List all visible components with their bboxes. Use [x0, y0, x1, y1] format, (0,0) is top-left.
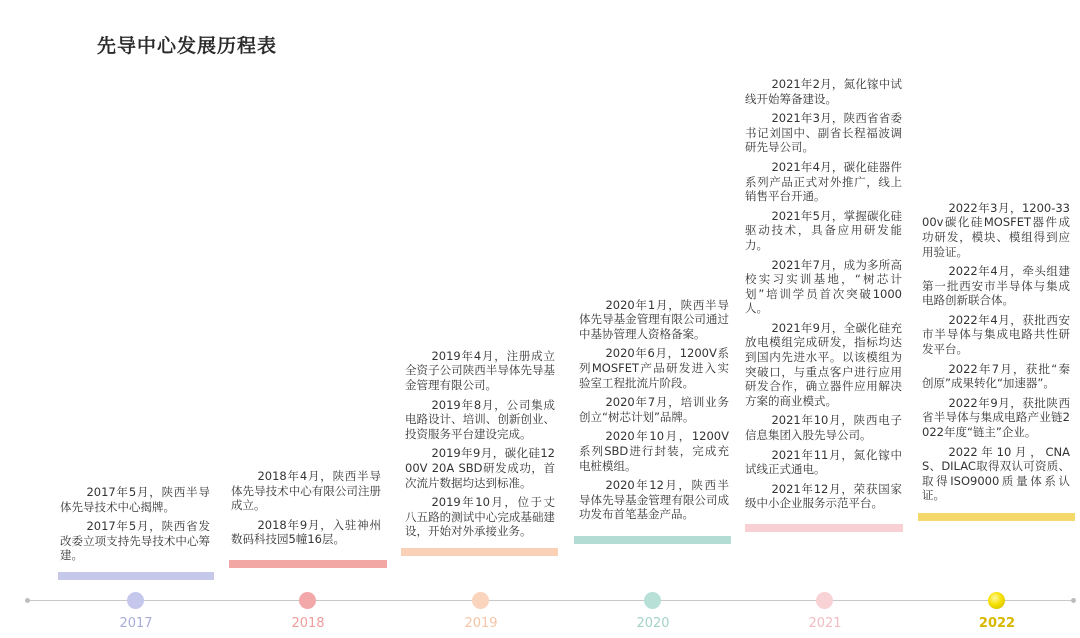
timeline-dot-2019: [472, 592, 489, 609]
timeline-dot-2017: [127, 592, 144, 609]
event-text: 2021年9月，全碳化硅充放电模组完成研发，指标均达到国内先进水平。以该模组为突破口，与重点客户进行应用研发合作，确立器件应用解决方案的商业模式。: [745, 320, 902, 408]
event-text: 2021年12月，荣获国家级中小企业服务示范平台。: [745, 481, 902, 511]
event-text: 2020年12月，陕西半导体先导基金管理有限公司成功发布首笔基金产品。: [579, 478, 729, 522]
milestone-bar-2017: [58, 572, 214, 580]
timeline-start-cap: [25, 598, 30, 603]
milestone-events-2022: [922, 201, 1070, 508]
event-text: 2021年5月，掌握碳化硅驱动技术，具备应用研发能力。: [745, 208, 902, 252]
event-text: 2021年2月，氮化镓中试线开始筹备建设。: [745, 76, 902, 106]
milestone-events-2021: [745, 77, 902, 516]
timeline-end-cap: [1071, 598, 1076, 603]
year-label-2021: 2021: [808, 616, 842, 631]
event-text: 2022年9月，获批陕西省半导体与集成电路产业链2022年度“链主”企业。: [922, 395, 1070, 440]
timeline-dot-2021: [816, 592, 833, 609]
event-text: 2022年10月，CNAS、DILAC取得双认可资质、取得ISO9000质量体系认证。: [922, 444, 1070, 503]
event-text: 2022年7月，获批“秦创原”成果转化“加速器”。: [922, 361, 1070, 391]
year-label-2020: 2020: [636, 616, 670, 631]
event-text: 2018年9月，入驻神州数码科技园5幢16层。: [231, 517, 381, 547]
event-text: 2018年4月，陕西半导体先导技术中心有限公司注册成立。: [231, 469, 381, 513]
timeline-dot-2020: [644, 592, 661, 609]
event-text: 2020年7月，培训业务创立“树芯计划”品牌。: [579, 395, 729, 424]
event-text: 2021年10月，陕西电子信息集团入股先导公司。: [745, 413, 902, 443]
event-text: 2022年4月，获批西安市半导体与集成电路共性研发平台。: [922, 312, 1070, 357]
event-text: 2020年10月，1200V系列SBD进行封装，完成充电桩模组。: [579, 429, 729, 473]
timeline-axis: [27, 600, 1075, 601]
milestone-bar-2018: [229, 560, 387, 568]
event-text: 2017年5月，陕西半导体先导技术中心揭牌。: [60, 485, 210, 514]
event-text: 2021年4月，碳化硅器件系列产品正式对外推广，线上销售平台开通。: [745, 159, 902, 204]
milestone-bar-2021: [745, 524, 903, 532]
year-label-2018: 2018: [291, 616, 325, 631]
milestone-events-2018: [231, 469, 381, 552]
event-text: 2020年1月，陕西半导体先导基金管理有限公司通过中基协管理人资格备案。: [579, 297, 729, 341]
event-text: 2019年4月，注册成立全资子公司陕西半导体先导基金管理有限公司。: [405, 348, 555, 393]
event-text: 2021年7月，成为多所高校实习实训基地，“树芯计划”培训学员首次突破1000人。: [745, 257, 902, 316]
year-label-2017: 2017: [119, 616, 153, 631]
event-text: 2019年9月，碳化硅1200V 20A SBD研发成功，首次流片数据均达到标准。: [405, 446, 555, 490]
milestone-bar-2022: [918, 513, 1075, 521]
timeline-dot-2018: [299, 592, 316, 609]
event-text: 2017年5月，陕西省发改委立项支持先导技术中心筹建。: [60, 519, 210, 563]
milestone-bar-2020: [574, 536, 731, 544]
milestone-events-2017: [60, 485, 210, 568]
page-title: 先导中心发展历程表: [97, 35, 278, 57]
event-text: 2021年3月，陕西省省委书记刘国中、副省长程福波调研先导公司。: [745, 111, 902, 155]
year-label-2019: 2019: [464, 616, 498, 631]
event-text: 2022年3月，1200-3300v碳化硅MOSFET器件成功研发，模块、模组得到应用验证。: [922, 200, 1070, 259]
event-text: 2021年11月，氮化镓中试线正式通电。: [745, 447, 902, 477]
timeline-dot-2022: [988, 592, 1005, 609]
event-text: 2019年10月，位于丈八五路的测试中心完成基础建设，开始对外承接业务。: [405, 495, 555, 539]
milestone-events-2020: [579, 298, 729, 527]
event-text: 2020年6月，1200V系列MOSFET产品研发进入实验室工程批流片阶段。: [579, 346, 729, 390]
milestone-events-2019: [405, 349, 555, 544]
year-label-2022: 2022: [978, 616, 1016, 631]
milestone-bar-2019: [401, 548, 558, 556]
event-text: 2019年8月，公司集成电路设计、培训、创新创业、投资服务平台建设完成。: [405, 397, 555, 441]
event-text: 2022年4月，牵头组建第一批西安市半导体与集成电路创新联合体。: [922, 264, 1070, 308]
